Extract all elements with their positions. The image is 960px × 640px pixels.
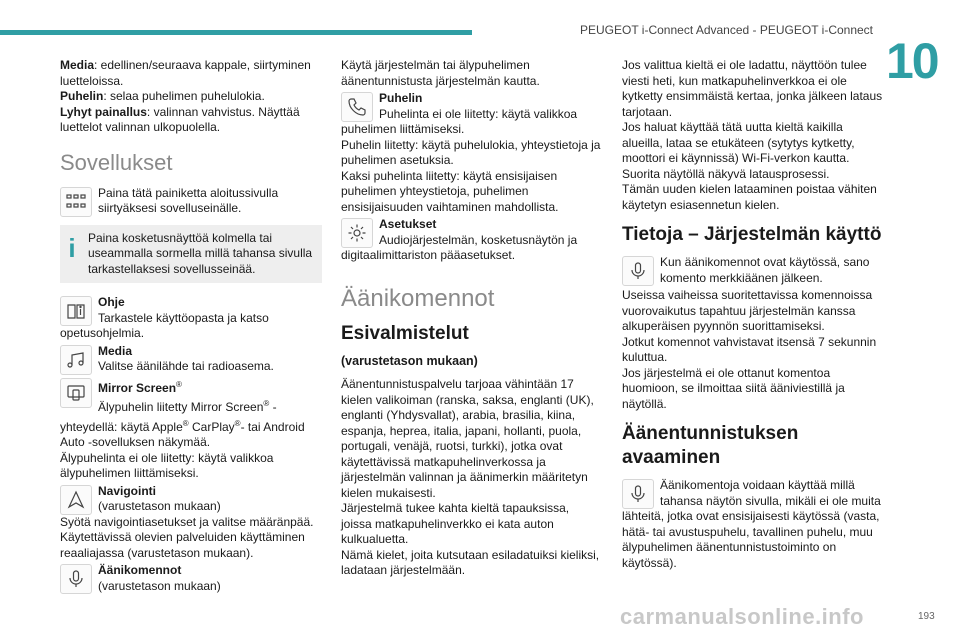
- microphone-icon: [622, 479, 654, 509]
- chapter-number: 10: [886, 33, 938, 89]
- presets-heading: Esivalmistelut: [341, 322, 469, 344]
- activation-heading: Äänentunnistuksen avaaminen: [622, 423, 799, 468]
- presets-subheading: (varustetason mukaan): [341, 353, 478, 368]
- longpress-desc: Lyhyt painallus: valinnan vahvistus. Näyttää luettelot valinnan ulkopuolella.: [60, 104, 300, 134]
- presets-text-3: Nämä kielet, joita kutsutaan esiladatuiksi kieliksi, ladataan järjestelmään.: [341, 547, 600, 577]
- voice-item: Äänikomennot (varustetason mukaan): [60, 563, 322, 594]
- media-desc: Media: edellinen/seuraava kappale, siirtyminen luetteloissa.: [60, 58, 311, 88]
- presets-text-2: Järjestelmä tukee kahta kieltä tapauksissa, joissa matkapuhelinverkko ei kata auton kulkualuetta.: [341, 501, 570, 546]
- book-icon: [60, 296, 92, 326]
- phone-item: Puhelin Puhelinta ei ole liitetty: käytä valikkoa puhelimen liittämiseksi. Puhelin liitetty: käytä puhelulokia, yhteystietoja ja puhelimen asetuksia. Kaksi puhelinta liitetty: käytä ensisijaisen puhelimen yhteystietoja, puhelimen ensisijaisuuden vaihtaminen mahdollista.: [341, 91, 601, 214]
- phone-handset-icon: [341, 92, 373, 122]
- phone-desc: Puhelin: selaa puhelimen puhelulokia.: [60, 89, 265, 103]
- voice-commands-heading: Äänikomennot: [341, 284, 495, 312]
- system-use-item: Kun äänikomennot ovat käytössä, sano komento merkkiäänen jälkeen.: [622, 255, 884, 286]
- mirror-screen-icon: [60, 378, 92, 408]
- info-note: i Paina kosketusnäyttöä kolmella tai useammalla sormella millä tahansa sivulla tarkastellaksesi sovellusseinää.: [60, 225, 322, 284]
- mirror-item: Mirror Screen® Älypuhelin liitetty Mirror Screen® -yhteydellä: käytä Apple® CarPlay®- tai Android Auto -sovelluksen näkymää. Älypuhelinta ei ole liitetty: käytä valikkoa älypuhelimen liittämiseksi.: [60, 379, 305, 480]
- header-accent-bar: [0, 30, 472, 35]
- language-text-2: Jos haluat käyttää tätä uutta kieltä kaikilla alueilla, lataa se etukäteen (sytytys kytketty, moottori ei käynnissä) Wi-Fi-verkon kautta.: [622, 120, 855, 165]
- apps-item: Paina tätä painiketta aloitussivulla siirtyäksesi sovelluseinälle.: [60, 186, 322, 217]
- system-use-text-4: Jos järjestelmä ei ole ottanut komentoa huomioon, se ilmoittaa siitä ääniviestillä ja näytöllä.: [622, 365, 845, 411]
- language-text-1: Jos valittua kieltä ei ole ladattu, näyttöön tulee viesti heti, kun matkapuhelinverkkoa ei ole kytketty ensimmäistä kertaa, jonka jälkeen lataus tarjotaan.: [622, 58, 883, 119]
- column-1: [60, 58, 322, 596]
- column-2: [341, 58, 603, 579]
- language-text-3: Suorita näytöllä näkyvä latausprosessi.: [622, 166, 830, 181]
- gear-icon: [341, 218, 373, 248]
- system-use-text-2: Useissa vaiheissa suoritettavissa komennoissa vuorovaikutus tapahtuu järjestelmän kanssa alkuperäisen pyynnön suorittamiseksi.: [622, 288, 873, 333]
- presets-text: Äänentunnistuspalvelu tarjoaa vähintään 17 kielen valikoiman (ranska, saksa, englanti (UK), englanti (Yhdysvallat), arabia, brasilia, kiina, espanja, heprea, italia, japani, hollanti, puola, portugali, venäjä, ruotsi, turkki), jotka ovat käytettävissä matkapuhelinverkossa ja järjestelmän valinnan ja äänimerkin määritetyn kielen mukaisesti.: [341, 377, 594, 500]
- navigation-item: Navigointi (varustetason mukaan) Syötä navigointiasetukset ja valitse määränpää. Käytettävissä olevien palveluiden käyttäminen reaaliajassa (varustetason mukaan).: [60, 483, 314, 560]
- system-use-text-3: Jotkut komennot vahvistavat itsensä 7 sekunnin kuluttua.: [622, 334, 877, 364]
- column-3: [622, 58, 884, 573]
- page-number: 193: [918, 611, 935, 622]
- apps-heading: Sovellukset: [60, 149, 173, 175]
- info-icon: i: [68, 232, 76, 263]
- settings-item: Asetukset Audiojärjestelmän, kosketusnäytön ja digitaalimittariston pääasetukset.: [341, 217, 578, 262]
- system-use-heading: Tietoja – Järjestelmän käyttö: [622, 224, 882, 245]
- apps-grid-icon: [60, 187, 92, 217]
- microphone-icon: [60, 564, 92, 594]
- activation-item: Äänikomentoja voidaan käyttää millä tahansa näytön sivulla, mikäli ei ole muita lähteitä, jotka ovat ensisijaisesti käytössä (vasta, hätä- tai avustuspuhelu, tavallinen puhelu, muu älypuhelimen äänentunnistustoiminto on käytössä).: [622, 478, 881, 570]
- media-item: Media Valitse äänilähde tai radioasema.: [60, 344, 322, 375]
- watermark: carmanualsonline.info: [620, 604, 864, 629]
- voice-intro: Käytä järjestelmän tai älypuhelimen äänentunnistusta järjestelmän kautta.: [341, 58, 540, 88]
- microphone-icon: [622, 256, 654, 286]
- language-text-4: Tämän uuden kielen lataaminen poistaa vähiten käytetyn esiasennetun kielen.: [622, 182, 877, 212]
- guide-item: Ohje Tarkastele käyttöopasta ja katso opetusohjelmia.: [60, 295, 269, 340]
- music-note-icon: [60, 345, 92, 375]
- navigation-arrow-icon: [60, 485, 92, 515]
- header-title: PEUGEOT i-Connect Advanced - PEUGEOT i-Connect: [580, 23, 874, 37]
